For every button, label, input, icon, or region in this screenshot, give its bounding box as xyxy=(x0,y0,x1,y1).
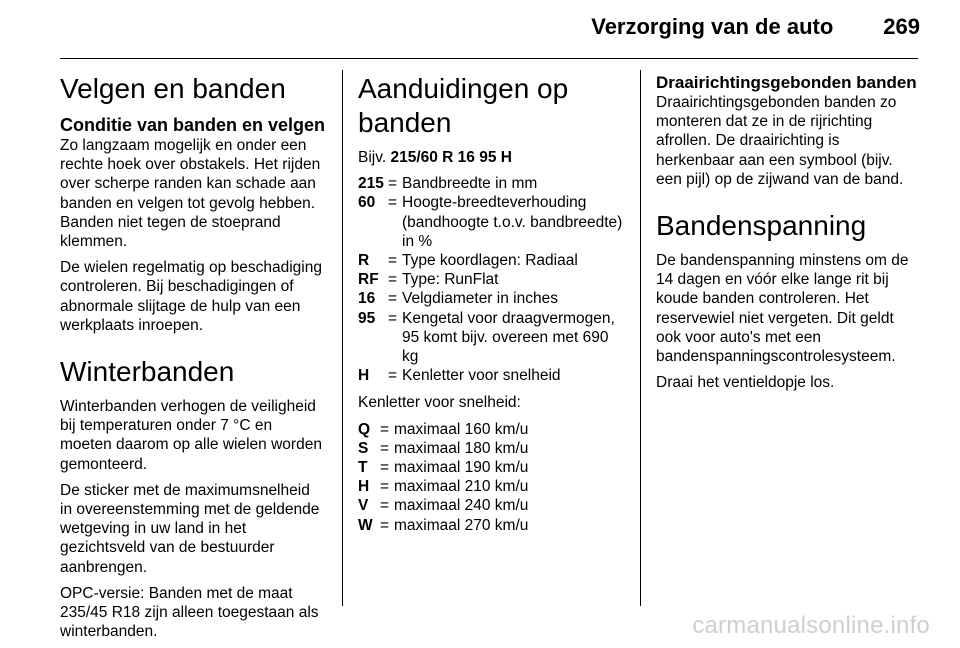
speed-row-desc: maximaal 190 km/u xyxy=(394,459,529,477)
paragraph: OPC-versie: Banden met de maat 235/45 R18 zijn alleen toegestaan als winterbanden. xyxy=(60,584,319,641)
page-number: 269 xyxy=(883,14,920,39)
speed-row-eq: = xyxy=(380,459,390,477)
speed-row xyxy=(358,477,626,496)
example-code: 215/60 R 16 95 H xyxy=(390,149,512,166)
page-header xyxy=(591,14,920,40)
column-1 xyxy=(60,72,326,648)
section-title-velgen: Velgen en banden xyxy=(60,73,286,104)
definition-row-desc: Type: RunFlat xyxy=(402,271,499,289)
definition-row-term: 60 xyxy=(358,194,376,212)
section-title-aanduidingen: Aanduidingen op banden xyxy=(358,73,569,138)
definition-row xyxy=(358,309,626,367)
speed-row-term: V xyxy=(358,497,369,515)
speed-row-eq: = xyxy=(380,497,390,515)
definition-row xyxy=(358,193,626,251)
definition-row-eq: = xyxy=(388,367,398,385)
speed-row-desc: maximaal 160 km/u xyxy=(394,420,529,438)
subsection-title-conditie: Conditie van banden en velgen xyxy=(60,115,326,135)
paragraph: Draairichtingsgebonden banden zo monteren dat ze in de rijrichting afrollen. De draairichting is herkenbaar aan een symbool (bijv. een pijl) op de zijwand van de band. xyxy=(656,94,904,188)
definition-row xyxy=(358,174,626,193)
definition-row-term: 95 xyxy=(358,309,376,327)
tire-code-definitions xyxy=(358,174,626,385)
definition-row-desc: Kenletter voor snelheid xyxy=(402,367,561,385)
definition-row xyxy=(358,270,626,289)
paragraph: Draai het ventieldopje los. xyxy=(656,374,835,392)
definition-row-desc: Bandbreedte in mm xyxy=(402,175,538,193)
definition-row-eq: = xyxy=(388,271,398,289)
speed-row-eq: = xyxy=(380,478,390,496)
definition-row-term: H xyxy=(358,367,370,385)
paragraph: De bandenspanning minstens om de 14 dagen en vóór elke lange rit bij koude banden controleren. Het reservewiel niet vergeten. Dit geldt ook voor auto's met een bandenspanningscontrolesysteem. xyxy=(656,252,909,366)
definition-row-desc: Type koordlagen: Radiaal xyxy=(402,252,578,270)
speed-row xyxy=(358,458,626,477)
definition-row-eq: = xyxy=(388,309,398,327)
example-prefix: Bijv. xyxy=(358,149,387,166)
column-divider-2 xyxy=(640,70,641,606)
speed-row-desc: maximaal 270 km/u xyxy=(394,516,529,534)
definition-row-desc: Kengetal voor draagvermogen, 95 komt bijv. overeen met 690 kg xyxy=(402,309,615,366)
speed-row-eq: = xyxy=(380,420,390,438)
column-3 xyxy=(656,72,922,399)
definition-row-eq: = xyxy=(388,175,398,193)
header-divider xyxy=(60,58,918,59)
definition-row-eq: = xyxy=(388,290,398,308)
definition-row xyxy=(358,289,626,308)
paragraph: Winterbanden verhogen de veiligheid bij temperaturen onder 7 °C en moeten daarom op alle wielen worden gemonteerd. xyxy=(60,398,322,473)
definition-row-eq: = xyxy=(388,194,398,212)
speed-row-desc: maximaal 240 km/u xyxy=(394,497,529,515)
subsection-title-draairichting: Draairichtingsgebonden banden xyxy=(656,73,917,92)
speed-row xyxy=(358,439,626,458)
speed-row-term: Q xyxy=(358,420,371,438)
column-divider-1 xyxy=(342,70,343,606)
speed-row xyxy=(358,420,626,439)
definition-row-term: 16 xyxy=(358,290,376,308)
section-title-bandenspanning: Bandenspanning xyxy=(656,210,867,242)
speed-row-eq: = xyxy=(380,516,390,534)
paragraph: De sticker met de maximumsnelheid in overeenstemming met de geldende wetgeving in uw land in het gezichtsveld van de bestuurder aanbrengen. xyxy=(60,481,320,576)
definition-row xyxy=(358,251,626,270)
speed-row xyxy=(358,516,626,535)
speed-label: Kenletter voor snelheid: xyxy=(358,394,521,412)
column-2 xyxy=(358,72,626,543)
example-line xyxy=(358,148,626,167)
definition-row-term: 215 xyxy=(358,175,384,193)
speed-rating-table xyxy=(358,420,626,535)
watermark: carmanualsonline.info xyxy=(692,612,930,639)
section-title-winterbanden: Winterbanden xyxy=(60,356,235,388)
definition-row-eq: = xyxy=(388,252,398,270)
definition-row-desc: Velgdiameter in inches xyxy=(402,290,558,308)
speed-row-desc: maximaal 180 km/u xyxy=(394,439,529,457)
speed-row-term: H xyxy=(358,478,370,496)
speed-row-term: S xyxy=(358,439,369,457)
header-title: Verzorging van de auto xyxy=(591,14,834,39)
definition-row xyxy=(358,366,626,385)
speed-row-term: W xyxy=(358,516,373,534)
speed-row xyxy=(358,496,626,515)
definition-row-desc: Hoogte-breedteverhouding (bandhoogte t.o.v. bandbreedte) in % xyxy=(402,194,623,250)
speed-row-desc: maximaal 210 km/u xyxy=(394,478,529,496)
definition-row-term: RF xyxy=(358,271,379,289)
definition-row-term: R xyxy=(358,252,370,270)
speed-row-term: T xyxy=(358,459,368,477)
speed-row-eq: = xyxy=(380,439,390,457)
paragraph: Zo langzaam mogelijk en onder een rechte hoek over obstakels. Het rijden over scherpe randen kan schade aan banden en velgen tot gevolg hebben. Banden niet tegen de stoeprand klemmen. xyxy=(60,137,321,251)
paragraph: De wielen regelmatig op beschadiging controleren. Bij beschadigingen of abnormale slijtage de hulp van een werkplaats inroepen. xyxy=(60,259,322,334)
